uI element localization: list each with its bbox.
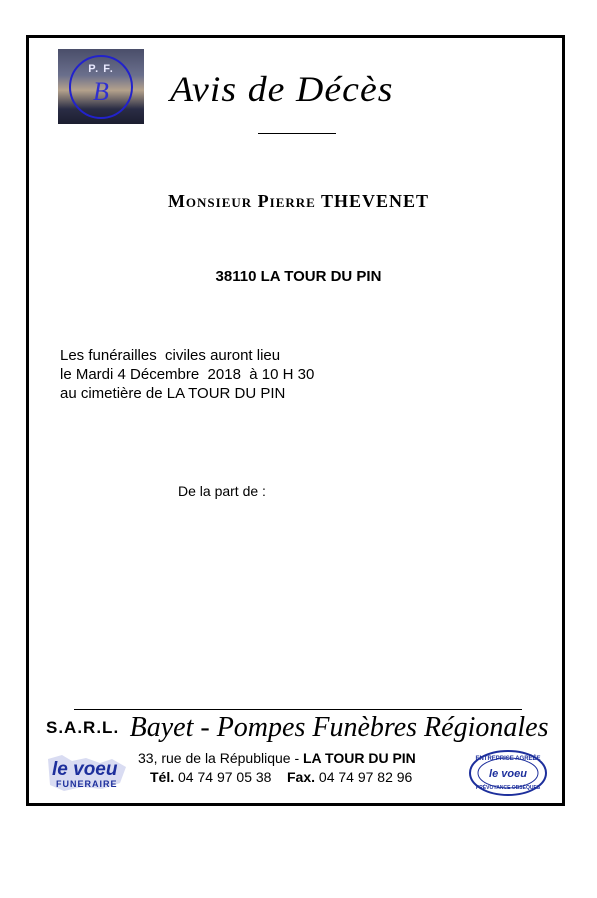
- company-name: Bayet - Pompes Funèbres Régionales: [129, 712, 549, 743]
- entreprise-agreee-seal: [468, 749, 548, 797]
- company-contacts: [150, 769, 412, 785]
- from-label: De la part de :: [178, 483, 266, 499]
- funeral-details: [60, 346, 380, 403]
- le-voeu-funeraire-logo: [42, 753, 132, 793]
- company-address: [138, 750, 416, 766]
- title-underline: [258, 133, 336, 134]
- seal-top-text: ENTREPRISE AGRÉÉE: [475, 756, 541, 762]
- seal-middle-text: le voeu: [489, 768, 527, 780]
- funeral-line: Les funérailles civiles auront lieu: [60, 347, 281, 364]
- phone-number: 04 74 97 05 38: [178, 769, 272, 785]
- company-line: [46, 712, 556, 744]
- fax-label: Fax.: [287, 769, 316, 785]
- footer-divider: [74, 709, 522, 710]
- logo-letter: B: [93, 77, 109, 106]
- fax-number: 04 74 97 82 96: [318, 769, 413, 785]
- funeral-line: le Mardi 4 Décembre 2018 à 10 H 30: [60, 366, 315, 383]
- brand-left-word: le voeu: [52, 759, 118, 780]
- logo-initials: P. F.: [88, 63, 114, 75]
- seal-bottom-text: PRÉVOYANCE OBSÈQUES: [475, 785, 541, 791]
- notice-frame: [26, 35, 565, 806]
- deceased-name: Monsieur Pierre THEVENET: [167, 191, 430, 211]
- address-city: LA TOUR DU PIN: [303, 750, 416, 766]
- notice-title: Avis de Décès: [170, 69, 394, 109]
- pfb-logo: [58, 49, 144, 124]
- company-legal-form: S.A.R.L.: [46, 718, 120, 737]
- funeral-line: au cimetière de LA TOUR DU PIN: [60, 385, 286, 402]
- phone-label: Tél.: [150, 769, 175, 785]
- deceased-location: 38110 LA TOUR DU PIN: [215, 268, 382, 285]
- brand-left-sub: FUNERAIRE: [56, 779, 118, 789]
- address-street: 33, rue de la République -: [138, 750, 303, 766]
